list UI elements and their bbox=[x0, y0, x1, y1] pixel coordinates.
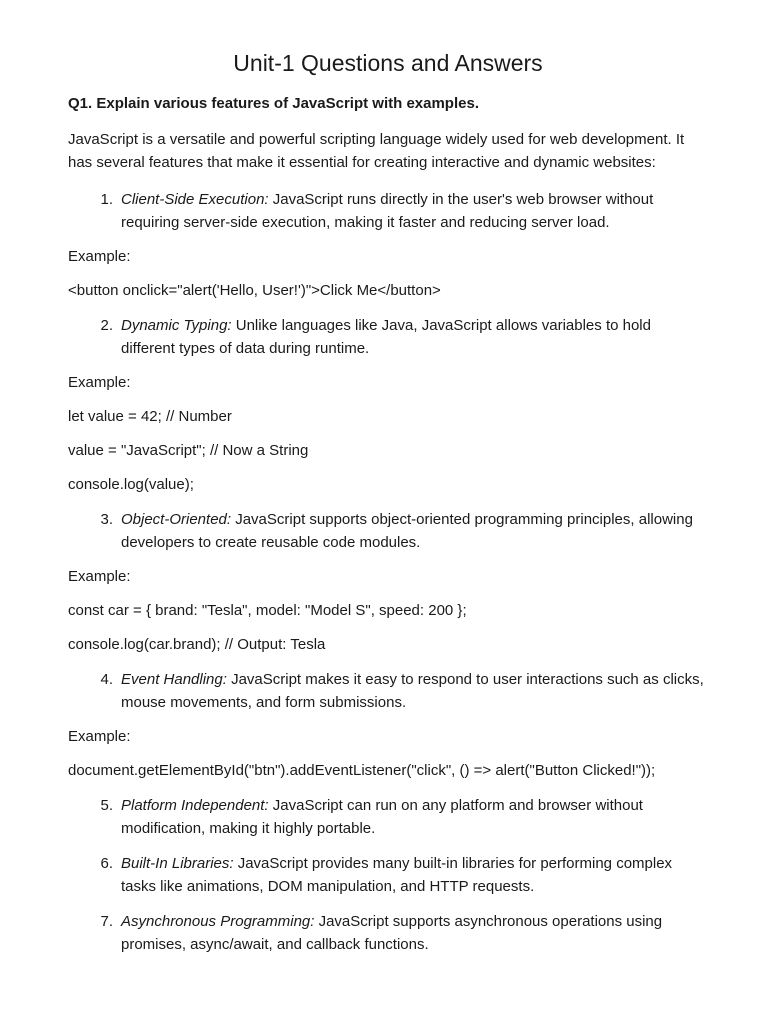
feature-term: Object-Oriented: bbox=[121, 511, 232, 528]
example-label: Example: bbox=[68, 568, 131, 585]
feature-description: JavaScript runs directly in the user's web browser without requiring server-side execution, making it faster and reducing server load. bbox=[121, 191, 654, 231]
code-line: let value = 42; // Number bbox=[68, 408, 232, 425]
feature-description: JavaScript supports asynchronous operations using promises, async/await, and callback functions. bbox=[121, 913, 663, 953]
code-line: document.getElementById("btn").addEventListener("click", () => alert("Button Clicked!")); bbox=[68, 762, 656, 779]
list-number: 3. bbox=[100, 511, 113, 528]
list-number: 6. bbox=[100, 855, 113, 872]
code-line: const car = { brand: "Tesla", model: "Model S", speed: 200 }; bbox=[68, 602, 467, 619]
example-label: Example: bbox=[68, 728, 131, 745]
list-number: 4. bbox=[100, 671, 113, 688]
feature-item bbox=[68, 314, 708, 360]
list-number: 2. bbox=[100, 317, 113, 334]
feature-description: JavaScript supports object-oriented programming principles, allowing developers to create reusable code modules. bbox=[121, 511, 693, 551]
example-label: Example: bbox=[68, 248, 131, 265]
feature-term: Client-Side Execution: bbox=[121, 191, 269, 208]
feature-term: Built-In Libraries: bbox=[121, 855, 234, 872]
intro-paragraph: JavaScript is a versatile and powerful scripting language widely used for web development. It has several features that make it essential for creating interactive and dynamic websites: bbox=[68, 131, 685, 171]
feature-item bbox=[68, 508, 708, 554]
feature-term: Platform Independent: bbox=[121, 797, 269, 814]
list-number: 5. bbox=[100, 797, 113, 814]
page-title: Unit-1 Questions and Answers bbox=[233, 50, 543, 76]
question-heading: Q1. Explain various features of JavaScript with examples. bbox=[68, 95, 479, 112]
feature-term: Asynchronous Programming: bbox=[121, 913, 315, 930]
list-number: 1. bbox=[100, 191, 113, 208]
feature-description: Unlike languages like Java, JavaScript allows variables to hold different types of data during runtime. bbox=[121, 317, 651, 357]
list-number: 7. bbox=[100, 913, 113, 930]
feature-description: JavaScript makes it easy to respond to user interactions such as clicks, mouse movements, and form submissions. bbox=[121, 671, 704, 711]
feature-text bbox=[121, 188, 708, 234]
feature-text bbox=[121, 794, 708, 840]
feature-text bbox=[121, 668, 708, 714]
code-line: console.log(car.brand); // Output: Tesla bbox=[68, 636, 326, 653]
feature-item bbox=[68, 852, 708, 898]
feature-item bbox=[68, 794, 708, 840]
code-line: <button onclick="alert('Hello, User!')">Click Me</button> bbox=[68, 282, 441, 299]
feature-item bbox=[68, 188, 708, 234]
example-label: Example: bbox=[68, 374, 131, 391]
feature-text bbox=[121, 508, 708, 554]
feature-item bbox=[68, 668, 708, 714]
feature-term: Event Handling: bbox=[121, 671, 227, 688]
feature-item bbox=[68, 910, 708, 956]
code-line: value = "JavaScript"; // Now a String bbox=[68, 442, 309, 459]
feature-term: Dynamic Typing: bbox=[121, 317, 232, 334]
feature-description: JavaScript can run on any platform and browser without modification, making it highly portable. bbox=[121, 797, 643, 837]
feature-description: JavaScript provides many built-in libraries for performing complex tasks like animations, DOM manipulation, and HTTP requests. bbox=[121, 855, 673, 895]
feature-text bbox=[121, 314, 708, 360]
feature-text bbox=[121, 910, 708, 956]
code-line: console.log(value); bbox=[68, 476, 194, 493]
feature-text bbox=[121, 852, 708, 898]
